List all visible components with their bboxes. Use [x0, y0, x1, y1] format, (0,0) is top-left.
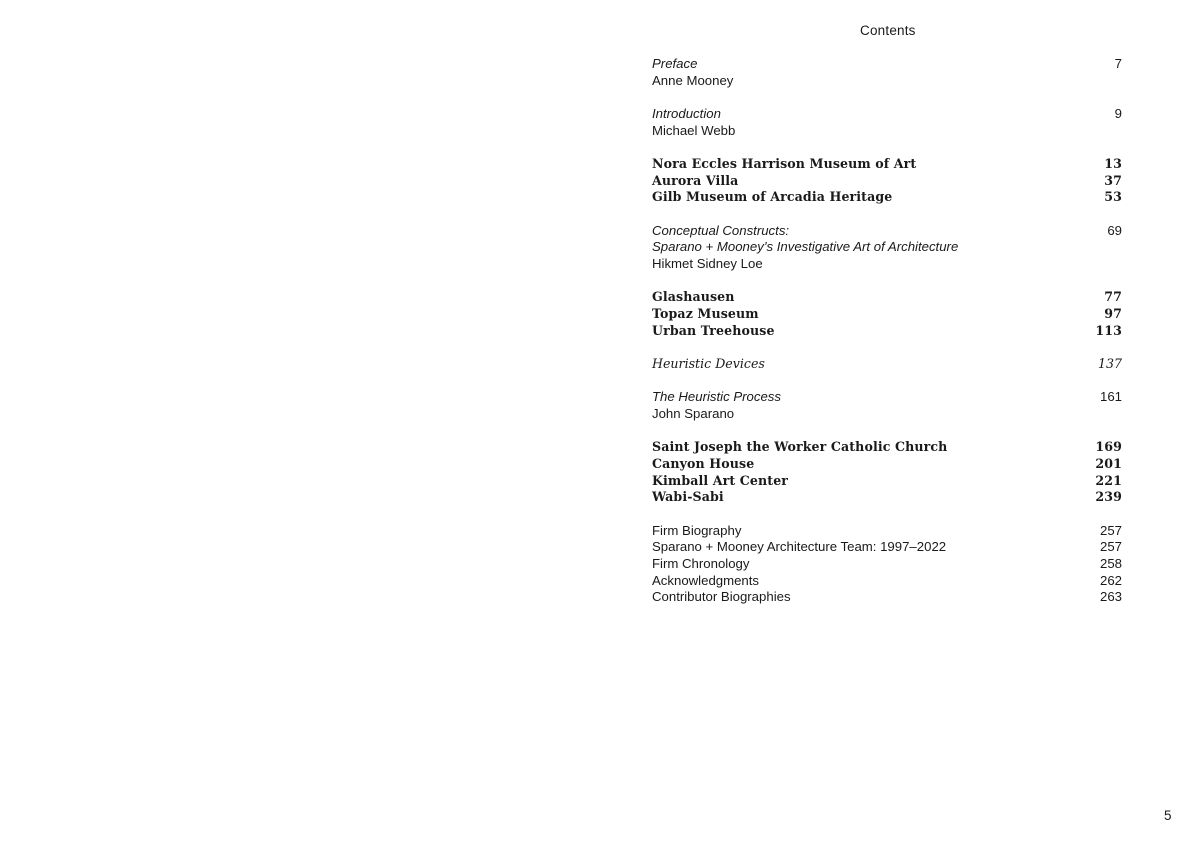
toc-project-entry[interactable]: [652, 289, 1122, 306]
entry-page: 9: [1114, 105, 1122, 121]
toc-backmatter-entry[interactable]: [652, 589, 1122, 606]
entry-title: Topaz Museum: [652, 305, 759, 321]
entry-page: 161: [1099, 389, 1122, 405]
entry-page: 257: [1099, 539, 1122, 555]
toc-entry-conceptual-constructs[interactable]: [652, 223, 1122, 273]
toc-project-entry[interactable]: [652, 439, 1122, 456]
toc-backmatter-entry[interactable]: [652, 523, 1122, 540]
toc-project-group-1: [652, 156, 1122, 206]
entry-title: Gilb Museum of Arcadia Heritage: [652, 189, 893, 205]
entry-title: Glashausen: [652, 289, 735, 305]
entry-page: 7: [1114, 56, 1122, 71]
entry-title: Heuristic Devices: [652, 355, 765, 371]
toc-project-entry[interactable]: [652, 489, 1122, 506]
entry-page: 13: [1104, 155, 1122, 171]
entry-page: 37: [1104, 172, 1122, 188]
toc-project-entry[interactable]: [652, 306, 1122, 323]
entry-subtitle: Sparano + Mooney’s Investigative Art of Architecture: [652, 239, 959, 255]
entry-page: 263: [1099, 589, 1122, 605]
contents-heading: Contents: [860, 23, 916, 38]
entry-title: Kimball Art Center: [652, 472, 789, 488]
entry-author: Hikmet Sidney Loe: [652, 255, 763, 271]
toc-project-entry[interactable]: [652, 156, 1122, 173]
entry-page: 257: [1099, 522, 1122, 538]
toc-backmatter-entry[interactable]: [652, 573, 1122, 590]
entry-page: 97: [1104, 305, 1122, 321]
page-number: 5: [1164, 808, 1172, 823]
toc-project-entry[interactable]: [652, 456, 1122, 473]
entry-page: 113: [1095, 322, 1122, 338]
toc-backmatter-entry[interactable]: [652, 539, 1122, 556]
toc-project-entry[interactable]: [652, 173, 1122, 190]
entry-page: 239: [1095, 489, 1122, 505]
entry-title: Firm Chronology: [652, 555, 750, 571]
entry-page: 221: [1095, 472, 1122, 488]
entry-author: Michael Webb: [652, 122, 736, 138]
toc-project-entry[interactable]: [652, 189, 1122, 206]
entry-title: Aurora Villa: [652, 172, 739, 188]
entry-title: Nora Eccles Harrison Museum of Art: [652, 155, 917, 171]
entry-title: Conceptual Constructs:: [652, 222, 790, 238]
entry-author: Anne Mooney: [652, 72, 734, 88]
toc-entry-heuristic-process[interactable]: [652, 389, 1122, 422]
entry-title: Contributor Biographies: [652, 589, 791, 605]
entry-title: Introduction: [652, 105, 721, 121]
entry-page: 258: [1099, 555, 1122, 571]
toc-backmatter-entry[interactable]: [652, 556, 1122, 573]
toc-entry-introduction[interactable]: [652, 106, 1122, 139]
toc-project-entry[interactable]: [652, 323, 1122, 340]
entry-page: 53: [1104, 189, 1122, 205]
entry-page: 69: [1107, 222, 1122, 238]
entry-title: The Heuristic Process: [652, 389, 781, 405]
entry-title: Urban Treehouse: [652, 322, 775, 338]
entry-title: Firm Biography: [652, 522, 742, 538]
table-of-contents: [652, 56, 1122, 623]
entry-page: 137: [1097, 355, 1122, 371]
toc-backmatter: [652, 523, 1122, 606]
entry-author: John Sparano: [652, 405, 735, 421]
toc-project-group-3: [652, 439, 1122, 506]
entry-title: Wabi-Sabi: [652, 489, 724, 505]
entry-title: Sparano + Mooney Architecture Team: 1997–2022: [652, 539, 947, 555]
entry-title: Canyon House: [652, 455, 755, 471]
entry-page: 262: [1099, 572, 1122, 588]
entry-page: 201: [1095, 455, 1122, 471]
entry-page: 169: [1095, 439, 1122, 455]
entry-title: Acknowledgments: [652, 572, 760, 588]
toc-entry-preface[interactable]: [652, 56, 1122, 89]
entry-title: Saint Joseph the Worker Catholic Church: [652, 439, 948, 455]
toc-section-heuristic-devices[interactable]: [652, 356, 1122, 373]
toc-project-entry[interactable]: [652, 473, 1122, 490]
toc-project-group-2: [652, 289, 1122, 339]
entry-page: 77: [1104, 289, 1122, 305]
entry-title: Preface: [652, 56, 698, 71]
